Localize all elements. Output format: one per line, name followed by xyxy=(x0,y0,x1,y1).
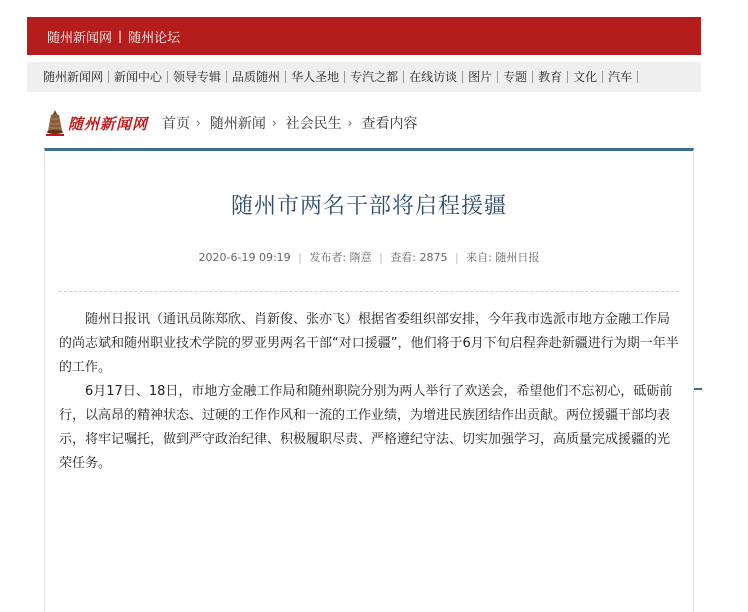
meta-separator: | xyxy=(379,251,383,264)
chevron-right-icon: › xyxy=(271,116,277,130)
meta-separator: | xyxy=(455,251,459,264)
article-title: 随州市两名干部将启程援疆 xyxy=(230,194,507,219)
breadcrumb-row xyxy=(44,103,694,143)
article-meta xyxy=(45,249,693,265)
article-datetime: 2020-6-19 09:19 xyxy=(198,251,291,264)
nav-item-auto-capital[interactable]: 专汽之都 xyxy=(345,71,404,83)
breadcrumb-home[interactable]: 首页 xyxy=(162,116,191,132)
nav-item-education[interactable]: 教育 xyxy=(533,71,568,83)
breadcrumb-suizhou-news[interactable]: 随州新闻 xyxy=(209,116,266,132)
nav-item-home[interactable]: 随州新闻网 xyxy=(43,71,109,83)
meta-separator: | xyxy=(298,251,302,264)
logo-text: 随州新闻网 xyxy=(68,114,149,133)
topbar-separator: | xyxy=(118,29,123,43)
main-nav xyxy=(27,62,701,92)
nav-item-news-center[interactable]: 新闻中心 xyxy=(109,71,168,83)
article-source: 来自: 随州日报 xyxy=(466,251,540,264)
article-paragraph: 6月17日、18日，市地方金融工作局和随州职院分别为两人举行了欢送会，希望他们不忘初心，砥砺前行，以高昂的精神状态、过硬的工作作风和一流的工作业绩，为增进民族团结作出贡献。两位援疆干部均表示，将牢记嘱托，做到严守政治纪律、积极履职尽责、严格遵纪守法、切实加强学习，高质量完成援疆的光荣任务。 xyxy=(59,384,673,471)
article-body xyxy=(59,308,679,476)
nav-item-topics[interactable]: 专题 xyxy=(498,71,533,83)
nav-item-leaders[interactable]: 领导专辑 xyxy=(168,71,227,83)
nav-item-quality[interactable]: 品质随州 xyxy=(227,71,286,83)
nav-item-chinese[interactable]: 华人圣地 xyxy=(286,71,345,83)
article-divider xyxy=(59,291,679,292)
breadcrumb xyxy=(162,113,417,133)
site-logo[interactable] xyxy=(44,109,148,137)
article-container xyxy=(44,148,694,612)
breadcrumb-current: 查看内容 xyxy=(361,116,418,132)
chevron-right-icon: › xyxy=(347,116,353,130)
topbar-link-forum[interactable]: 随州论坛 xyxy=(128,30,181,46)
topbar-link-news[interactable]: 随州新闻网 xyxy=(47,30,113,46)
top-bar xyxy=(27,17,701,55)
nav-item-culture[interactable]: 文化 xyxy=(568,71,603,83)
nav-item-auto[interactable]: 汽车 xyxy=(603,71,638,83)
article-paragraph: 随州日报讯（通讯员陈郑欣、肖新俊、张亦飞）根据省委组织部安排，今年我市选派市地方金融工作局的尚志斌和随州职业技术学院的罗亚男两名干部“对口援疆”，他们将于6月下旬启程奔赴新疆进行为期一年半的工作。 xyxy=(59,312,679,375)
article-publisher: 发布者: 隋意 xyxy=(309,251,372,264)
side-marker xyxy=(694,388,702,390)
article-views: 查看: 2875 xyxy=(390,251,448,264)
nav-item-interview[interactable]: 在线访谈 xyxy=(404,71,463,83)
breadcrumb-social[interactable]: 社会民生 xyxy=(285,116,342,132)
chevron-right-icon: › xyxy=(196,116,201,130)
bronze-bell-icon xyxy=(44,109,66,137)
nav-item-pictures[interactable]: 图片 xyxy=(463,71,498,83)
